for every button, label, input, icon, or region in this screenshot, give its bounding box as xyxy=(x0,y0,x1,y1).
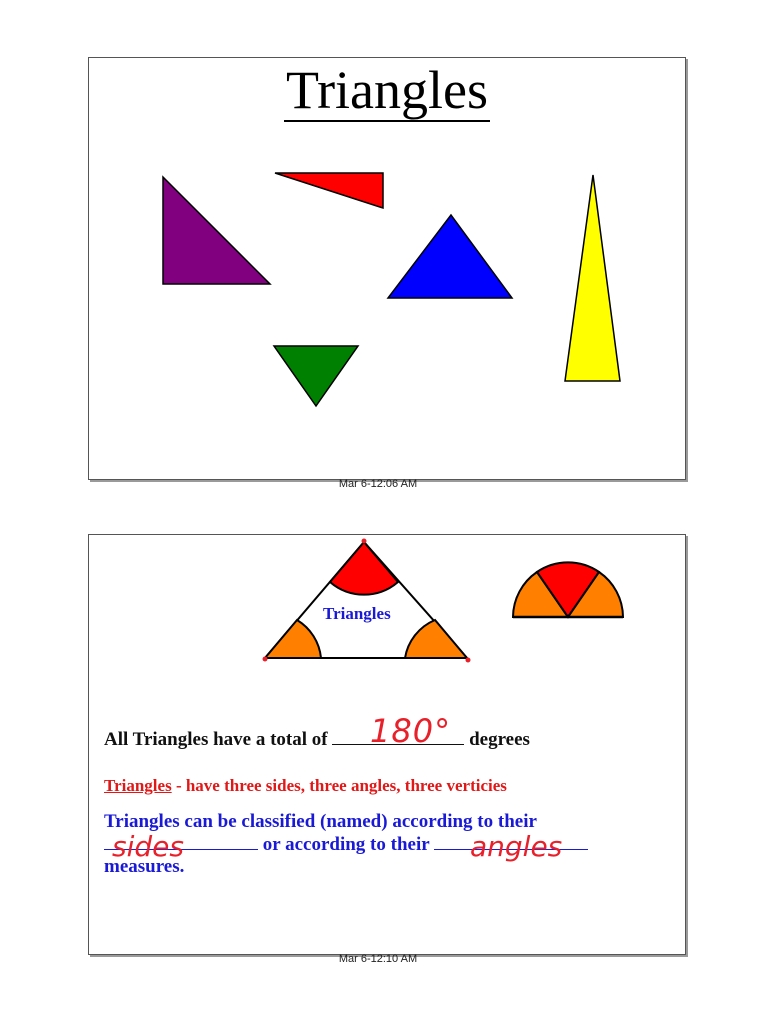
total-degrees-line: All Triangles have a total of degrees xyxy=(104,729,530,750)
definition-line: Triangles - have three sides, three angles, three verticies xyxy=(104,776,507,795)
vertex-dot xyxy=(263,657,268,662)
timestamp: Mar 6-12:10 AM xyxy=(338,953,418,965)
timestamp: Mar 6-12:06 AM xyxy=(338,478,418,490)
slide-title: Triangles xyxy=(285,60,489,120)
handwritten-angles: angles xyxy=(470,830,563,863)
classification-text: Triangles can be classified (named) according to their or according to their measures. xyxy=(104,811,588,878)
vertex-dot xyxy=(466,658,471,663)
triangle-label: Triangles xyxy=(323,604,391,623)
vertex-dot xyxy=(362,539,367,544)
handwritten-180: 180° xyxy=(370,712,452,750)
handwritten-sides: sides xyxy=(112,830,184,863)
